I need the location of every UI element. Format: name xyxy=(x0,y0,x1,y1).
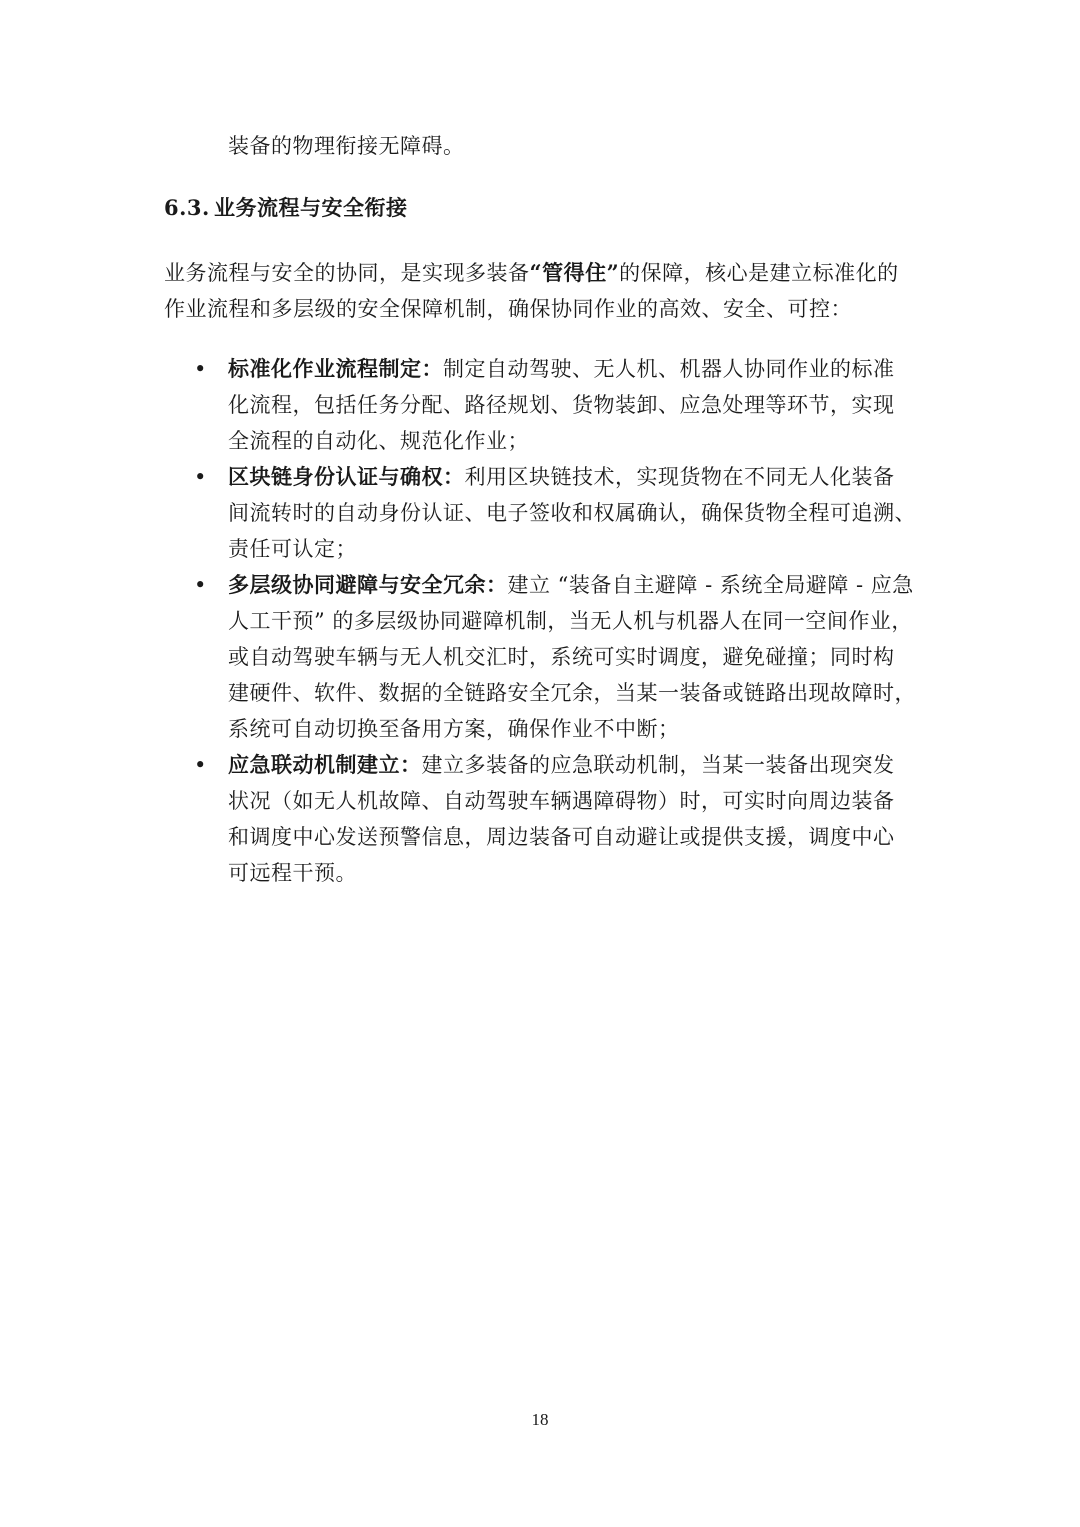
section-heading xyxy=(164,190,408,226)
list-item xyxy=(164,351,924,459)
bullet-term: 应急联动机制建立： xyxy=(228,752,422,777)
bullet-text: 化流程，包括任务分配、路径规划、货物装卸、应急处理等环节，实现 xyxy=(228,393,895,417)
bullet-text: 利用区块链技术，实现货物在不同无人化装备 xyxy=(464,465,895,489)
bullet-text: 建硬件、软件、数据的全链路安全冗余，当某一装备或链路出现故障时， xyxy=(228,681,916,705)
page-number: 18 xyxy=(531,1410,549,1429)
bullet-text: 人工干预” 的多层级协同避障机制，当无人机与机器人在同一空间作业， xyxy=(228,609,913,633)
bullet-text: 和调度中心发送预警信息，周边装备可自动避让或提供支援，调度中心 xyxy=(228,825,895,849)
intro-line-1 xyxy=(164,255,924,291)
bullet-text: 系统可自动切换至备用方案，确保作业不中断； xyxy=(228,717,680,741)
bullet-term: 多层级协同避障与安全冗余： xyxy=(228,572,508,597)
bullet-text: 全流程的自动化、规范化作业； xyxy=(228,429,529,453)
list-item xyxy=(164,747,924,891)
bullet-icon: • xyxy=(194,573,207,597)
bullet-text: 状况（如无人机故障、自动驾驶车辆遇障碍物）时，可实时向周边装备 xyxy=(228,789,895,813)
bullet-text: 制定自动驾驶、无人机、机器人协同作业的标准 xyxy=(443,357,895,381)
bullet-icon: • xyxy=(194,465,207,489)
bullet-text: 或自动驾驶车辆与无人机交汇时，系统可实时调度，避免碰撞；同时构 xyxy=(228,645,895,669)
bullet-text: 责任可认定； xyxy=(228,537,357,561)
intro-line-2: 作业流程和多层级的安全保障机制，确保协同作业的高效、安全、可控： xyxy=(164,297,852,321)
list-item xyxy=(164,567,924,747)
intro-text-b: 的保障，核心是建立标准化的 xyxy=(619,261,899,285)
bullet-icon: • xyxy=(194,357,207,381)
section-number: 6.3. xyxy=(164,195,210,220)
section-title: 业务流程与安全衔接 xyxy=(214,195,408,220)
intro-paragraph xyxy=(164,255,924,327)
intro-text-a: 业务流程与安全的协同，是实现多装备 xyxy=(164,261,530,285)
list-item xyxy=(164,459,924,567)
bullet-icon: • xyxy=(194,753,207,777)
bullet-text: 间流转时的自动身份认证、电子签收和权属确认，确保货物全程可追溯、 xyxy=(228,501,916,525)
bullet-text: 建立多装备的应急联动机制，当某一装备出现突发 xyxy=(421,753,895,777)
bullet-text: 建立 “装备自主避障 - 系统全局避障 - 应急 xyxy=(507,573,914,597)
bullet-term: 标准化作业流程制定： xyxy=(228,356,443,381)
bullet-list xyxy=(164,351,924,891)
intro-emphasis: “管得住” xyxy=(529,260,620,285)
continuation-text: 装备的物理衔接无障碍。 xyxy=(228,134,465,158)
bullet-text: 可远程干预。 xyxy=(228,861,357,885)
bullet-term: 区块链身份认证与确权： xyxy=(228,464,465,489)
